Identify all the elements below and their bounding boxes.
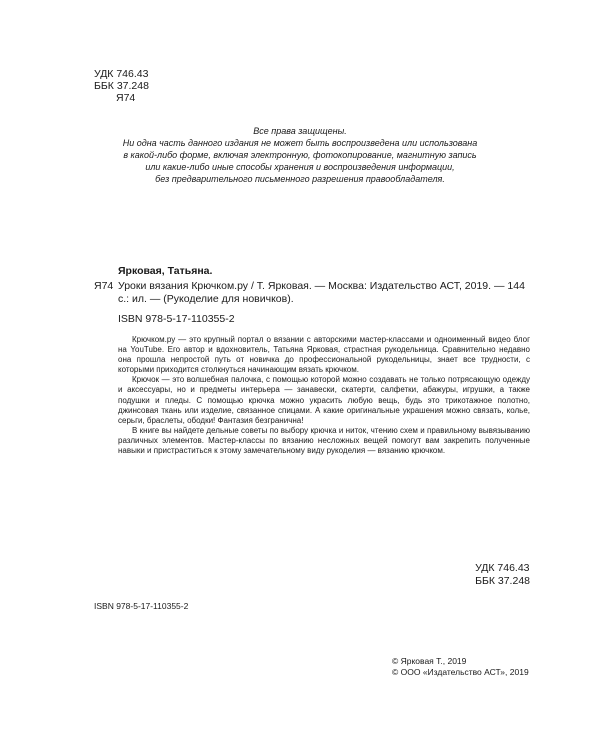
bib-author-mark: Я74 [94, 280, 114, 292]
annotation-paragraph: В книге вы найдете дельные советы по выбору крючка и ниток, чтению схем и правильному вывязыванию различных элементов. Мастер-классы по вязанию несложных вещей помогут вам закрепить полученные навыки и пристраститься к этому замечательному виду рукоделия — вязанию крючком. [118, 425, 530, 456]
rights-notice [110, 125, 490, 185]
rights-line: без предварительного письменного разрешения правообладателя. [155, 174, 445, 184]
bib-author: Ярковая, Татьяна. [118, 265, 213, 277]
bib-isbn: ISBN 978-5-17-110355-2 [118, 313, 235, 325]
bbk-code-bottom: ББК 37.248 [475, 574, 530, 587]
rights-line: или какие-либо иные способы хранения и воспроизведения информации, [145, 162, 455, 172]
udk-code-bottom: УДК 746.43 [475, 562, 530, 574]
isbn-bottom: ISBN 978-5-17-110355-2 [94, 601, 189, 611]
author-mark: Я74 [116, 92, 136, 104]
bib-description: Уроки вязания Крючком.ру / Т. Ярковая. — Москва: Издательство АСТ, 2019. — 144 с.: ил. — (Рукоделие для новичков). [118, 280, 525, 305]
copyright-author: © Ярковая Т., 2019 [392, 656, 467, 666]
classification-block-top [94, 68, 149, 104]
rights-title: Все права защищены. [253, 126, 347, 136]
copyright-publisher: © ООО «Издательство АСТ», 2019 [392, 667, 529, 677]
copyright-block [392, 656, 529, 678]
bbk-code: ББК 37.248 [94, 80, 149, 92]
annotation [118, 335, 530, 456]
udk-code: УДК 746.43 [94, 68, 149, 80]
annotation-paragraph: Крючком.ру — это крупный портал о вязании с авторскими мастер-классами и одноименный видео блог на YouTube. Его автор и вдохновитель, Татьяна Ярковая, страстная рукодельница. Сравнительно недавно она прошла непростой путь от новичка до профессиональной рукодельницы, знает все трудности, с которыми приходится столкнуться начинающим вязать крючком. [118, 335, 530, 375]
rights-line: Ни одна часть данного издания не может быть воспроизведена или использована [122, 138, 478, 148]
rights-line: в какой-либо форме, включая электронную, фотокопирование, магнитную запись [123, 150, 477, 160]
classification-block-bottom [475, 562, 530, 587]
annotation-paragraph: Крючок — это волшебная палочка, с помощью которой можно создавать не только потрясающую одежду и аксессуары, но и предметы интерьера — занавески, скатерти, салфетки, абажуры, игрушки, а также подушки и пледы. С помощью крючка можно украсить любую вещь, будь это трикотажное полотно, джинсовая ткань или изделие, связанное спицами. А какие оригинальные украшения можно связать, колье, серьги, браслеты, ободки! Фантазия безгранична! [118, 375, 530, 425]
